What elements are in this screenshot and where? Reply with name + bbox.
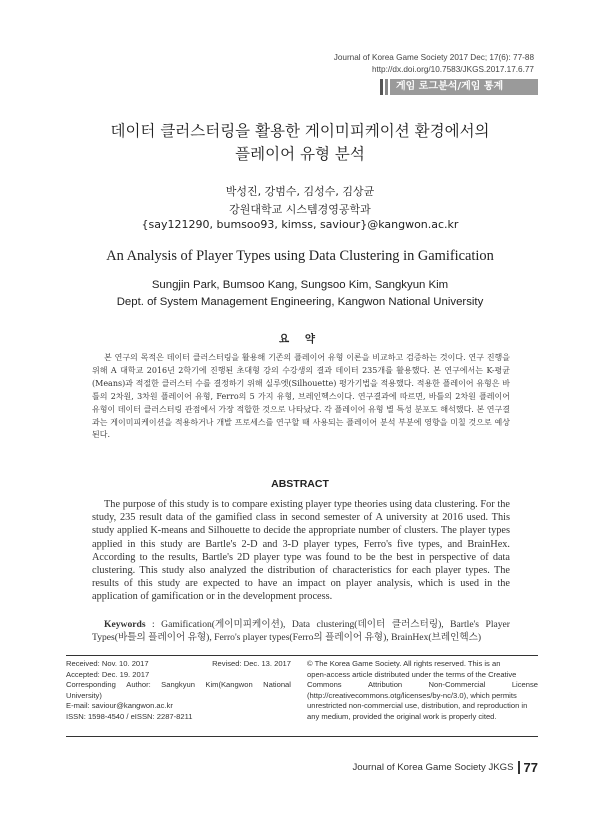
- license-line-3: [307, 680, 538, 691]
- license-line-2: open-access article distributed under the terms of the Creative: [307, 669, 517, 679]
- article-history: [66, 659, 291, 723]
- keywords-label: Keywords: [104, 619, 146, 630]
- affiliation-en: Dept. of System Management Engineering, Kangwon National University: [116, 296, 484, 308]
- license-word-3: Non-Commercial: [428, 680, 486, 690]
- abstract-heading: ABSTRACT: [271, 478, 329, 490]
- summary-body: 본 연구의 목적은 데이터 클러스터링을 활용해 기존의 플레이어 유형 이론을 비교하고 검증하는 것이다. 연구 진행을 위해 A 대학교 2016년 2학기에 진행된 초대형 강의 수강생의 결과 데이터 235개를 활용했다. 본 연구에서는 K-평균(Means)과 적절한 클러스터 수를 결정하기 위해 실루엣(Silhouette) 평가기법을 적용했다. 적용한 플레이어 유형은 바틀의 2차원, 3차원 플레이어 유형, Ferro의 5 가지 유형, 브레인헥스이다. 연구결과에 따르면, 바틀의 2차원 플레이어 유형이 데이터 클러스터링 관점에서 가장 적합한 것으로 나타났다. 각 플레이어 유형 별 특성 분포도 해석했다. 본 연구결과는 게이미피케이션을 적용하거나 개발 프로세스를 연구할 때 사용되는 플레이어 분석 부분에 영향을 미칠 것으로 예상된다.: [92, 353, 510, 440]
- authors-en: Sungjin Park, Bumsoo Kang, Sungsoo Kim, Sangkyun Kim: [151, 279, 449, 291]
- page-number: 77: [523, 760, 538, 775]
- issn: ISSN: 1598-4540 / eISSN: 2287-8211: [66, 711, 193, 721]
- license-url[interactable]: (http://creativecommons.otg/licenses/by-nc/3.0), which permits: [307, 690, 517, 700]
- corr-word-3: Sangkyun: [161, 680, 195, 690]
- revised-date: Revised: Dec. 13. 2017: [212, 659, 291, 668]
- license-notice: [307, 659, 538, 723]
- summary-heading: 요 약: [279, 333, 321, 345]
- license-word-2: Attribution: [367, 680, 403, 690]
- title-en: An Analysis of Player Types using Data Clustering in Gamification: [106, 248, 494, 264]
- footer-journal: Journal of Korea Game Society JKGS: [352, 762, 514, 773]
- page-footer: [352, 760, 538, 775]
- received-date: Received: Nov. 10. 2017: [66, 659, 149, 668]
- license-line-1: © The Korea Game Society. All rights reserved. This is an: [307, 659, 501, 668]
- category-band: [380, 79, 538, 95]
- corr-word-4: Kim(Kangwon: [205, 680, 253, 690]
- corr-word-2: Author:: [126, 680, 151, 690]
- license-line-5: unrestricted non-commercial use, distribution, and reproduction in: [307, 701, 528, 711]
- corr-affiliation: University): [66, 690, 102, 700]
- category-label: 게임 로그분석/게임 통계: [390, 79, 538, 95]
- band-bar-dark: [380, 79, 383, 95]
- corr-word-1: Corresponding: [66, 680, 116, 690]
- keywords: [92, 618, 510, 644]
- band-bar-light: [385, 79, 388, 95]
- authors-ko: 박성진, 강범수, 김성수, 김상균: [225, 185, 375, 198]
- info-rule-bottom: [66, 736, 538, 737]
- journal-citation: Journal of Korea Game Society 2017 Dec; 17(6): 77-88: [333, 53, 534, 62]
- affiliation-ko: 강원대학교 시스템경영공학과: [229, 203, 371, 216]
- abstract-body: The purpose of this study is to compare existing player type theories using data clustering. For the study, 235 result data of the gamified class in second semester of A university at 2016 used. This study applied K-means and Silhouette to decide the appropriate number of clusters. The player types applied in this study are Bartle's 2-D and 3-D player types, Ferro's five types, and BrainHex. According to the results, Bartle's 2D player type was found to be the best in perspective of data clustering. This study also analyzed the distribution of characteristics for each player types. The results of this study are expected to have an impact on player analysis, which is used in the application of gamification or in the development process.: [92, 499, 510, 603]
- license-word-4: License: [511, 680, 538, 690]
- journal-header: [334, 52, 534, 76]
- title-ko-line2: 플레이어 유형 분석: [235, 145, 365, 163]
- info-rule-top: [66, 655, 538, 656]
- keywords-text: : Gamification(게이미피케이션), Data clustering(데이터 클러스터링), Bartle's Player Types(바틀의 플레이어 유형), Ferro's player types(Ferro의 플레이어 유형), BrainHex(브레인헥스): [92, 619, 510, 644]
- corresponding-author: [66, 680, 291, 691]
- license-word-1: Commons: [307, 680, 342, 690]
- footer-separator: [518, 761, 520, 774]
- doi-link[interactable]: http://dx.doi.org/10.7583/JKGS.2017.17.6.77: [371, 65, 534, 74]
- title-ko-line1: 데이터 클러스터링을 활용한 게이미피케이션 환경에서의: [110, 122, 490, 140]
- corr-word-5: National: [263, 680, 291, 690]
- corr-email[interactable]: E-mail: saviour@kangwon.ac.kr: [66, 701, 173, 711]
- author-emails: {say121290, bumsoo93, kimss, saviour}@kangwon.ac.kr: [141, 218, 459, 231]
- accepted-date: Accepted: Dec. 19. 2017: [66, 669, 150, 679]
- dates-row: [66, 659, 291, 670]
- license-line-6: any medium, provided the original work is properly cited.: [307, 711, 497, 721]
